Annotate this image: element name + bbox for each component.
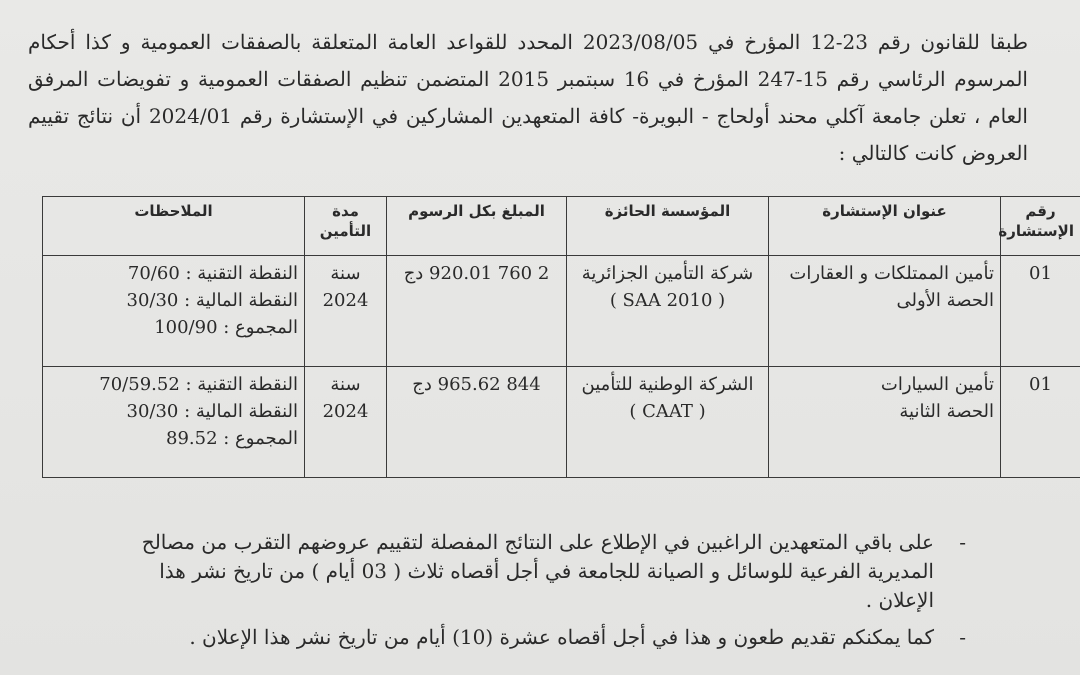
organization-name: شركة التأمين الجزائرية (581, 263, 754, 284)
header-period: مدة التأمين (305, 197, 387, 256)
organization-code: ( SAA 2010 ) (609, 290, 726, 311)
header-amount: المبلغ بكل الرسوم (387, 197, 567, 256)
organization-code: ( CAAT ) (629, 401, 706, 422)
cell-title (769, 367, 1001, 478)
period-year: 2024 (322, 401, 369, 422)
header-title: عنوان الإستشارة (769, 197, 1001, 256)
note-financial: النقطة المالية : 30/30 (126, 290, 298, 311)
period-year: 2024 (322, 290, 369, 311)
list-item: - على باقي المتعهدين الراغبين في الإطلاع على النتائج المفصلة لتقييم عروضهم التقرب من مصالح المديرية الفرعية للوسائل و الصيانة للجامعة في أجل أقصاه ثلاث ( 03 أيام ) من تاريخ نشر هذا الإعلان . (120, 528, 960, 615)
cell-amount: 2 760 920.01 دج (387, 256, 567, 367)
cell-notes (43, 367, 305, 478)
cell-organization (567, 256, 769, 367)
note-technical: النقطة التقنية : 70/60 (127, 263, 298, 284)
results-table (42, 196, 1080, 478)
note-total: المجموع : 89.52 (166, 428, 298, 449)
note-technical: النقطة التقنية : 70/59.52 (99, 374, 298, 395)
notice-list (120, 528, 960, 660)
intro-paragraph: طبقا للقانون رقم 23-12 المؤرخ في 2023/08/05 المحدد للقواعد العامة المتعلقة بالصفقات العمومية و كذا أحكام المرسوم الرئاسي رقم 15-247 المؤرخ في 16 سبتمبر 2015 المتضمن تنظيم الصفقات العمومية و تفويضات المرفق العام ، تعلن جامعة آكلي محند أولحاج - البويرة- كافة المتعهدين المشاركين في الإستشارة رقم 2024/01 أن نتائج تقييم العروض كانت كالتالي : (28, 30, 1028, 165)
period-unit: سنة (330, 263, 361, 284)
note-financial: النقطة المالية : 30/30 (126, 401, 298, 422)
cell-period (305, 367, 387, 478)
note-total: المجموع : 100/90 (154, 317, 298, 338)
list-item: - كما يمكنكم تقديم طعون و هذا في أجل أقصاه عشرة (10) أيام من تاريخ نشر هذا الإعلان . (120, 623, 960, 652)
organization-name: الشركة الوطنية للتأمين (581, 374, 754, 395)
cell-number: 01 (1001, 256, 1080, 367)
title-line: تأمين الممتلكات و العقارات (789, 263, 994, 284)
title-line: الحصة الثانية (899, 401, 994, 422)
results-table-container (42, 196, 1080, 478)
cell-amount: 844 965.62 دج (387, 367, 567, 478)
table-header-row (43, 197, 1080, 256)
table-row (43, 367, 1080, 478)
header-notes: الملاحظات (43, 197, 305, 256)
cell-period (305, 256, 387, 367)
cell-notes (43, 256, 305, 367)
header-number: رقم الإستشارة (1001, 197, 1080, 256)
cell-organization (567, 367, 769, 478)
period-unit: سنة (330, 374, 361, 395)
table-row (43, 256, 1080, 367)
cell-title (769, 256, 1001, 367)
title-line: الحصة الأولى (896, 290, 994, 311)
title-line: تأمين السيارات (880, 374, 994, 395)
header-organization: المؤسسة الحائزة (567, 197, 769, 256)
cell-number: 01 (1001, 367, 1080, 478)
